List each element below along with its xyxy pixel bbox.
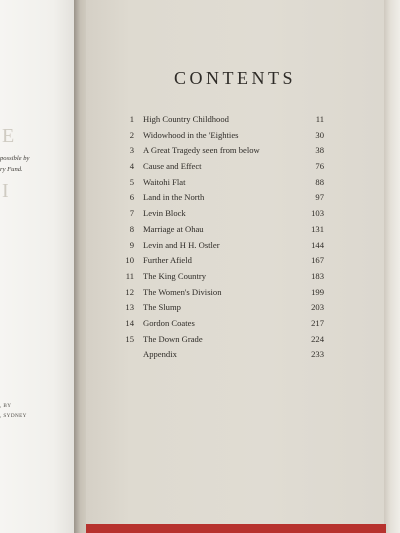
contents-entry bbox=[112, 287, 324, 303]
page-number: 103 bbox=[311, 208, 324, 219]
page-number: 167 bbox=[311, 255, 324, 266]
page-number: 131 bbox=[311, 223, 324, 234]
chapter-number: 8 bbox=[129, 223, 134, 234]
contents-entry bbox=[112, 145, 324, 161]
contents-title: CONTENTS bbox=[174, 68, 296, 88]
page-number: 30 bbox=[315, 129, 324, 140]
chapter-number: 6 bbox=[129, 192, 134, 203]
contents-entry bbox=[112, 240, 324, 256]
page-number: 224 bbox=[311, 333, 324, 344]
contents-entry bbox=[112, 271, 324, 287]
chapter-title: The King Country bbox=[143, 270, 207, 281]
contents-entry bbox=[112, 349, 324, 365]
left-page-fragment: ry Fund. bbox=[0, 166, 23, 173]
page-number: 11 bbox=[315, 114, 324, 124]
chapter-number: 12 bbox=[125, 286, 134, 297]
chapter-title: A Great Tragedy seen from below bbox=[143, 145, 260, 156]
page-number: 217 bbox=[311, 317, 324, 328]
contents-entry bbox=[112, 177, 324, 193]
chapter-title: Appendix bbox=[143, 349, 177, 360]
book-cover-edge bbox=[86, 524, 386, 533]
chapter-number: 9 bbox=[129, 239, 134, 250]
page-number: 88 bbox=[315, 176, 324, 187]
contents-entry bbox=[112, 130, 324, 146]
chapter-number: 3 bbox=[129, 145, 134, 156]
page-number: 144 bbox=[311, 239, 324, 250]
left-page-imprint: , SYDNEY bbox=[0, 413, 27, 419]
page-number: 38 bbox=[315, 145, 324, 156]
chapter-number: 4 bbox=[129, 161, 134, 172]
chapter-title: The Down Grade bbox=[143, 333, 203, 344]
chapter-title: Cause and Effect bbox=[143, 161, 202, 172]
chapter-title: The Women's Division bbox=[143, 286, 222, 297]
contents-entry bbox=[112, 334, 324, 350]
chapter-number: 1 bbox=[129, 114, 134, 124]
chapter-title: Widowhood in the 'Eighties bbox=[143, 129, 239, 140]
page-number: 233 bbox=[311, 349, 324, 360]
left-page-fragment: possible by bbox=[0, 155, 30, 162]
left-page-imprint: , BY bbox=[0, 403, 12, 409]
chapter-number: 15 bbox=[125, 333, 134, 344]
chapter-number: 5 bbox=[129, 176, 134, 187]
chapter-title: Marriage at Ohau bbox=[143, 223, 204, 234]
contents-entry bbox=[112, 255, 324, 271]
chapter-number: 13 bbox=[125, 302, 134, 313]
show-through-letter: I bbox=[2, 180, 9, 202]
chapter-title: Further Afield bbox=[143, 255, 192, 266]
contents-list bbox=[112, 114, 324, 365]
show-through-letter: E bbox=[2, 125, 15, 147]
page-number: 199 bbox=[311, 286, 324, 297]
chapter-title: High Country Childhood bbox=[143, 114, 229, 124]
contents-entry bbox=[112, 192, 324, 208]
chapter-number: 11 bbox=[125, 270, 134, 281]
page-fore-edge bbox=[384, 0, 400, 533]
left-page bbox=[0, 0, 76, 533]
chapter-title: Land in the North bbox=[143, 192, 205, 203]
chapter-number: 2 bbox=[129, 129, 134, 140]
chapter-title: Gordon Coates bbox=[143, 317, 195, 328]
contents-entry bbox=[112, 161, 324, 177]
contents-entry bbox=[112, 208, 324, 224]
chapter-number: 7 bbox=[129, 208, 134, 219]
page-number: 203 bbox=[311, 302, 324, 313]
page-number: 183 bbox=[311, 270, 324, 281]
contents-entry bbox=[112, 302, 324, 318]
chapter-title: Levin and H H. Ostler bbox=[143, 239, 220, 250]
page-number: 97 bbox=[315, 192, 324, 203]
chapter-number: 14 bbox=[125, 317, 134, 328]
contents-entry bbox=[112, 318, 324, 334]
contents-entry bbox=[112, 114, 324, 130]
chapter-number: 10 bbox=[125, 255, 134, 266]
contents-entry bbox=[112, 224, 324, 240]
chapter-title: Levin Block bbox=[143, 208, 186, 219]
chapter-title: Waitohi Flat bbox=[143, 176, 186, 187]
chapter-title: The Slump bbox=[143, 302, 181, 313]
page-number: 76 bbox=[315, 161, 324, 172]
